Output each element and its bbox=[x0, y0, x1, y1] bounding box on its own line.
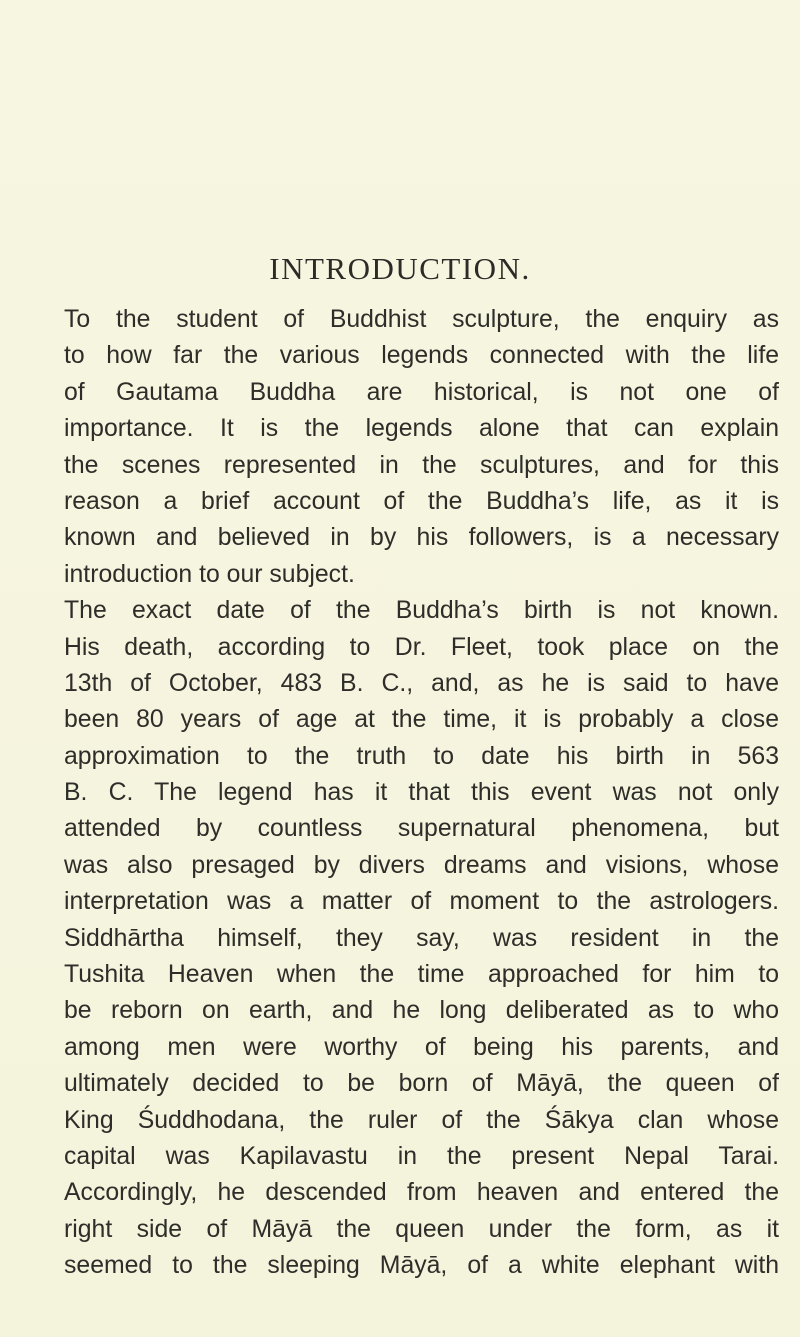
text-line: be reborn on earth, and he long deliberated as to who bbox=[64, 997, 779, 1025]
text-line: introduction to our subject. bbox=[64, 560, 355, 588]
text-line: of Gautama Buddha are historical, is not one of bbox=[64, 378, 779, 406]
text-line: ultimately decided to be born of Māyā, the queen of bbox=[64, 1070, 779, 1098]
text-line: the scenes represented in the sculptures, and for this bbox=[64, 451, 779, 479]
text-line: known and believed in by his followers, is a necessary bbox=[64, 524, 779, 552]
text-line: capital was Kapilavastu in the present Nepal Tarai. bbox=[64, 1142, 779, 1170]
text-line: attended by countless supernatural phenomena, but bbox=[64, 815, 779, 843]
text-line: seemed to the sleeping Māyā, of a white elephant with bbox=[64, 1252, 779, 1280]
text-line: B. C. The legend has it that this event was not only bbox=[64, 779, 779, 807]
text-line: importance. It is the legends alone that can explain bbox=[64, 415, 779, 443]
text-line: His death, according to Dr. Fleet, took place on the bbox=[64, 633, 779, 661]
text-line: approximation to the truth to date his birth in 563 bbox=[64, 742, 779, 770]
text-line: was also presaged by divers dreams and visions, whose bbox=[64, 851, 779, 879]
text-line: reason a brief account of the Buddha’s life, as it is bbox=[64, 487, 779, 515]
text-line: been 80 years of age at the time, it is probably a close bbox=[64, 706, 779, 734]
body-text bbox=[64, 302, 779, 1285]
chapter-heading: INTRODUCTION. bbox=[269, 251, 531, 286]
text-line: to how far the various legends connected with the life bbox=[64, 342, 779, 370]
text-line: interpretation was a matter of moment to the astrologers. bbox=[64, 888, 779, 916]
text-line: Accordingly, he descended from heaven and entered the bbox=[64, 1179, 779, 1207]
text-line: Tushita Heaven when the time approached for him to bbox=[64, 961, 779, 989]
text-line: To the student of Buddhist sculpture, the enquiry as bbox=[64, 306, 779, 333]
text-line: right side of Māyā the queen under the form, as it bbox=[64, 1215, 779, 1243]
text-line: 13th of October, 483 B. C., and, as he is said to have bbox=[64, 669, 779, 697]
text-line: among men were worthy of being his parents, and bbox=[64, 1033, 779, 1061]
text-line: King Śuddhodana, the ruler of the Śākya clan whose bbox=[64, 1106, 779, 1134]
text-line: Siddhārtha himself, they say, was resident in the bbox=[64, 924, 779, 952]
text-line: The exact date of the Buddha’s birth is not known. bbox=[64, 597, 779, 625]
